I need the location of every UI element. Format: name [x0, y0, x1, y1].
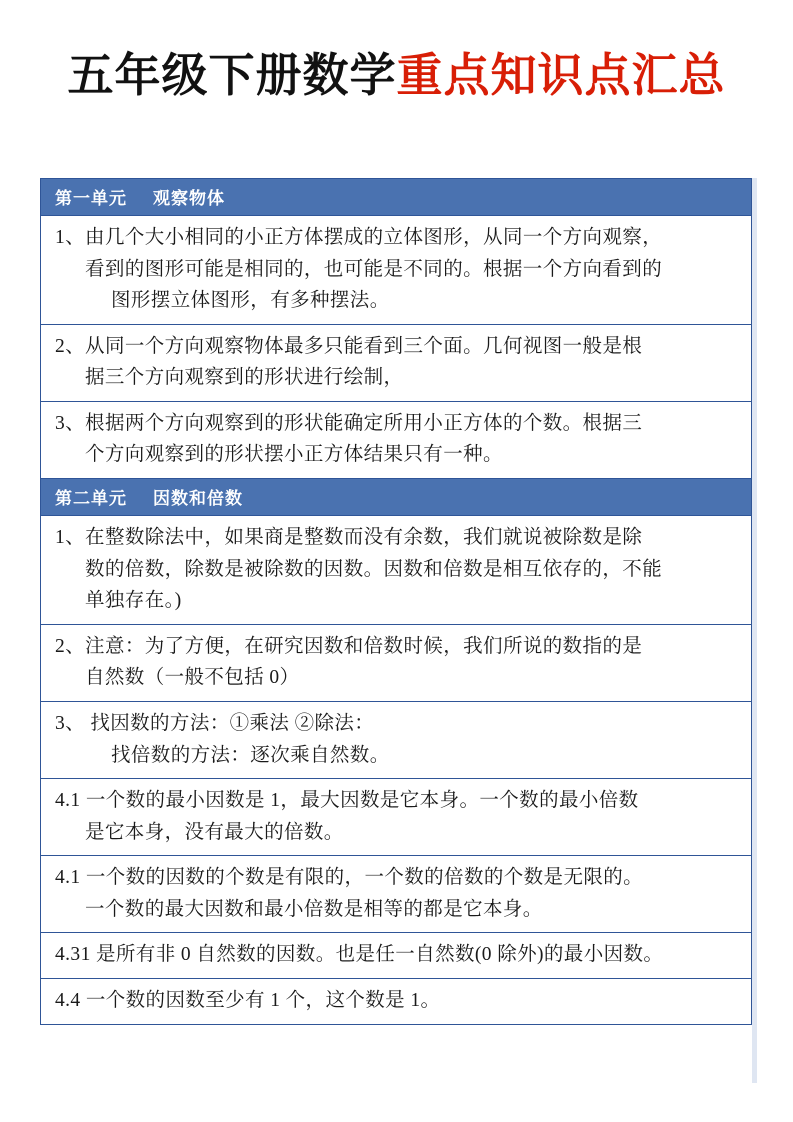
item-line: 4.31 是所有非 0 自然数的因数。也是任一自然数(0 除外)的最小因数。 — [55, 944, 664, 966]
item-line-text: 看到的图形可能是相同的，也可能是不同的。根据一个方向看到的 — [85, 258, 663, 280]
item-line — [55, 285, 739, 317]
item-line-text: 是它本身，没有最大的倍数。 — [85, 821, 344, 843]
item-line: 2、注意：为了方便，在研究因数和倍数时候，我们所说的数指的是 — [55, 635, 643, 657]
item-line: 1、在整数除法中，如果商是整数而没有余数，我们就说被除数是除 — [55, 527, 643, 549]
page-title-black: 五年级下册数学 — [67, 48, 397, 102]
page-title-red: 重点知识点汇总 — [396, 48, 726, 102]
unit-name-1: 观察物体 — [153, 189, 225, 209]
item-line — [55, 740, 739, 772]
item-line — [55, 894, 739, 926]
table-row — [41, 779, 751, 856]
unit-label-2: 第二单元 — [55, 489, 127, 510]
page-edge-strip — [752, 178, 757, 1083]
unit-label-1: 第一单元 — [55, 189, 127, 209]
item-line: 3、根据两个方向观察到的形状能确定所用小正方体的个数。根据三 — [55, 412, 643, 434]
item-line: 4.1 一个数的最小因数是 1，最大因数是它本身。一个数的最小倍数 — [55, 790, 639, 812]
table-row — [41, 325, 751, 402]
item-line — [55, 254, 739, 286]
knowledge-table — [40, 178, 752, 1025]
item-line: 4.4 一个数的因数至少有 1 个，这个数是 1。 — [55, 989, 441, 1011]
item-line-text: 找倍数的方法：逐次乘自然数。 — [111, 744, 390, 766]
page-title — [0, 48, 793, 102]
item-line — [55, 585, 739, 617]
item-line: 1、由几个大小相同的小正方体摆成的立体图形，从同一个方向观察， — [55, 227, 663, 248]
item-line-text: 个方向观察到的形状摆小正方体结果只有一种。 — [85, 444, 503, 466]
table-row — [41, 625, 751, 702]
unit-header-1 — [41, 179, 751, 216]
item-line-text: 图形摆立体图形，有多种摆法。 — [111, 290, 390, 312]
unit-name-2: 因数和倍数 — [153, 489, 243, 510]
item-line — [55, 817, 739, 849]
table-row — [41, 856, 751, 933]
table-row — [41, 702, 751, 779]
item-line-text: 数的倍数，除数是被除数的因数。因数和倍数是相互依存的，不能 — [85, 558, 663, 580]
item-line — [55, 554, 739, 586]
item-line-text: 一个数的最大因数和最小倍数是相等的都是它本身。 — [85, 898, 543, 920]
unit-header-2 — [41, 479, 751, 516]
item-line — [55, 439, 739, 471]
table-row — [41, 933, 751, 979]
item-line: 3、 找因数的方法：①乘法 ②除法： — [55, 712, 375, 734]
item-line-text: 据三个方向观察到的形状进行绘制， — [85, 367, 404, 389]
table-row — [41, 516, 751, 625]
item-line-text: 自然数（一般不包括 0） — [85, 667, 300, 689]
item-line: 4.1 一个数的因数的个数是有限的，一个数的倍数的个数是无限的。 — [55, 867, 644, 889]
table-row — [41, 402, 751, 479]
item-line-text: 单独存在。) — [85, 590, 182, 612]
item-line: 2、从同一个方向观察物体最多只能看到三个面。几何视图一般是根 — [55, 335, 643, 357]
item-line — [55, 662, 739, 694]
table-row — [41, 216, 751, 325]
item-line — [55, 362, 739, 394]
table-row — [41, 979, 751, 1024]
